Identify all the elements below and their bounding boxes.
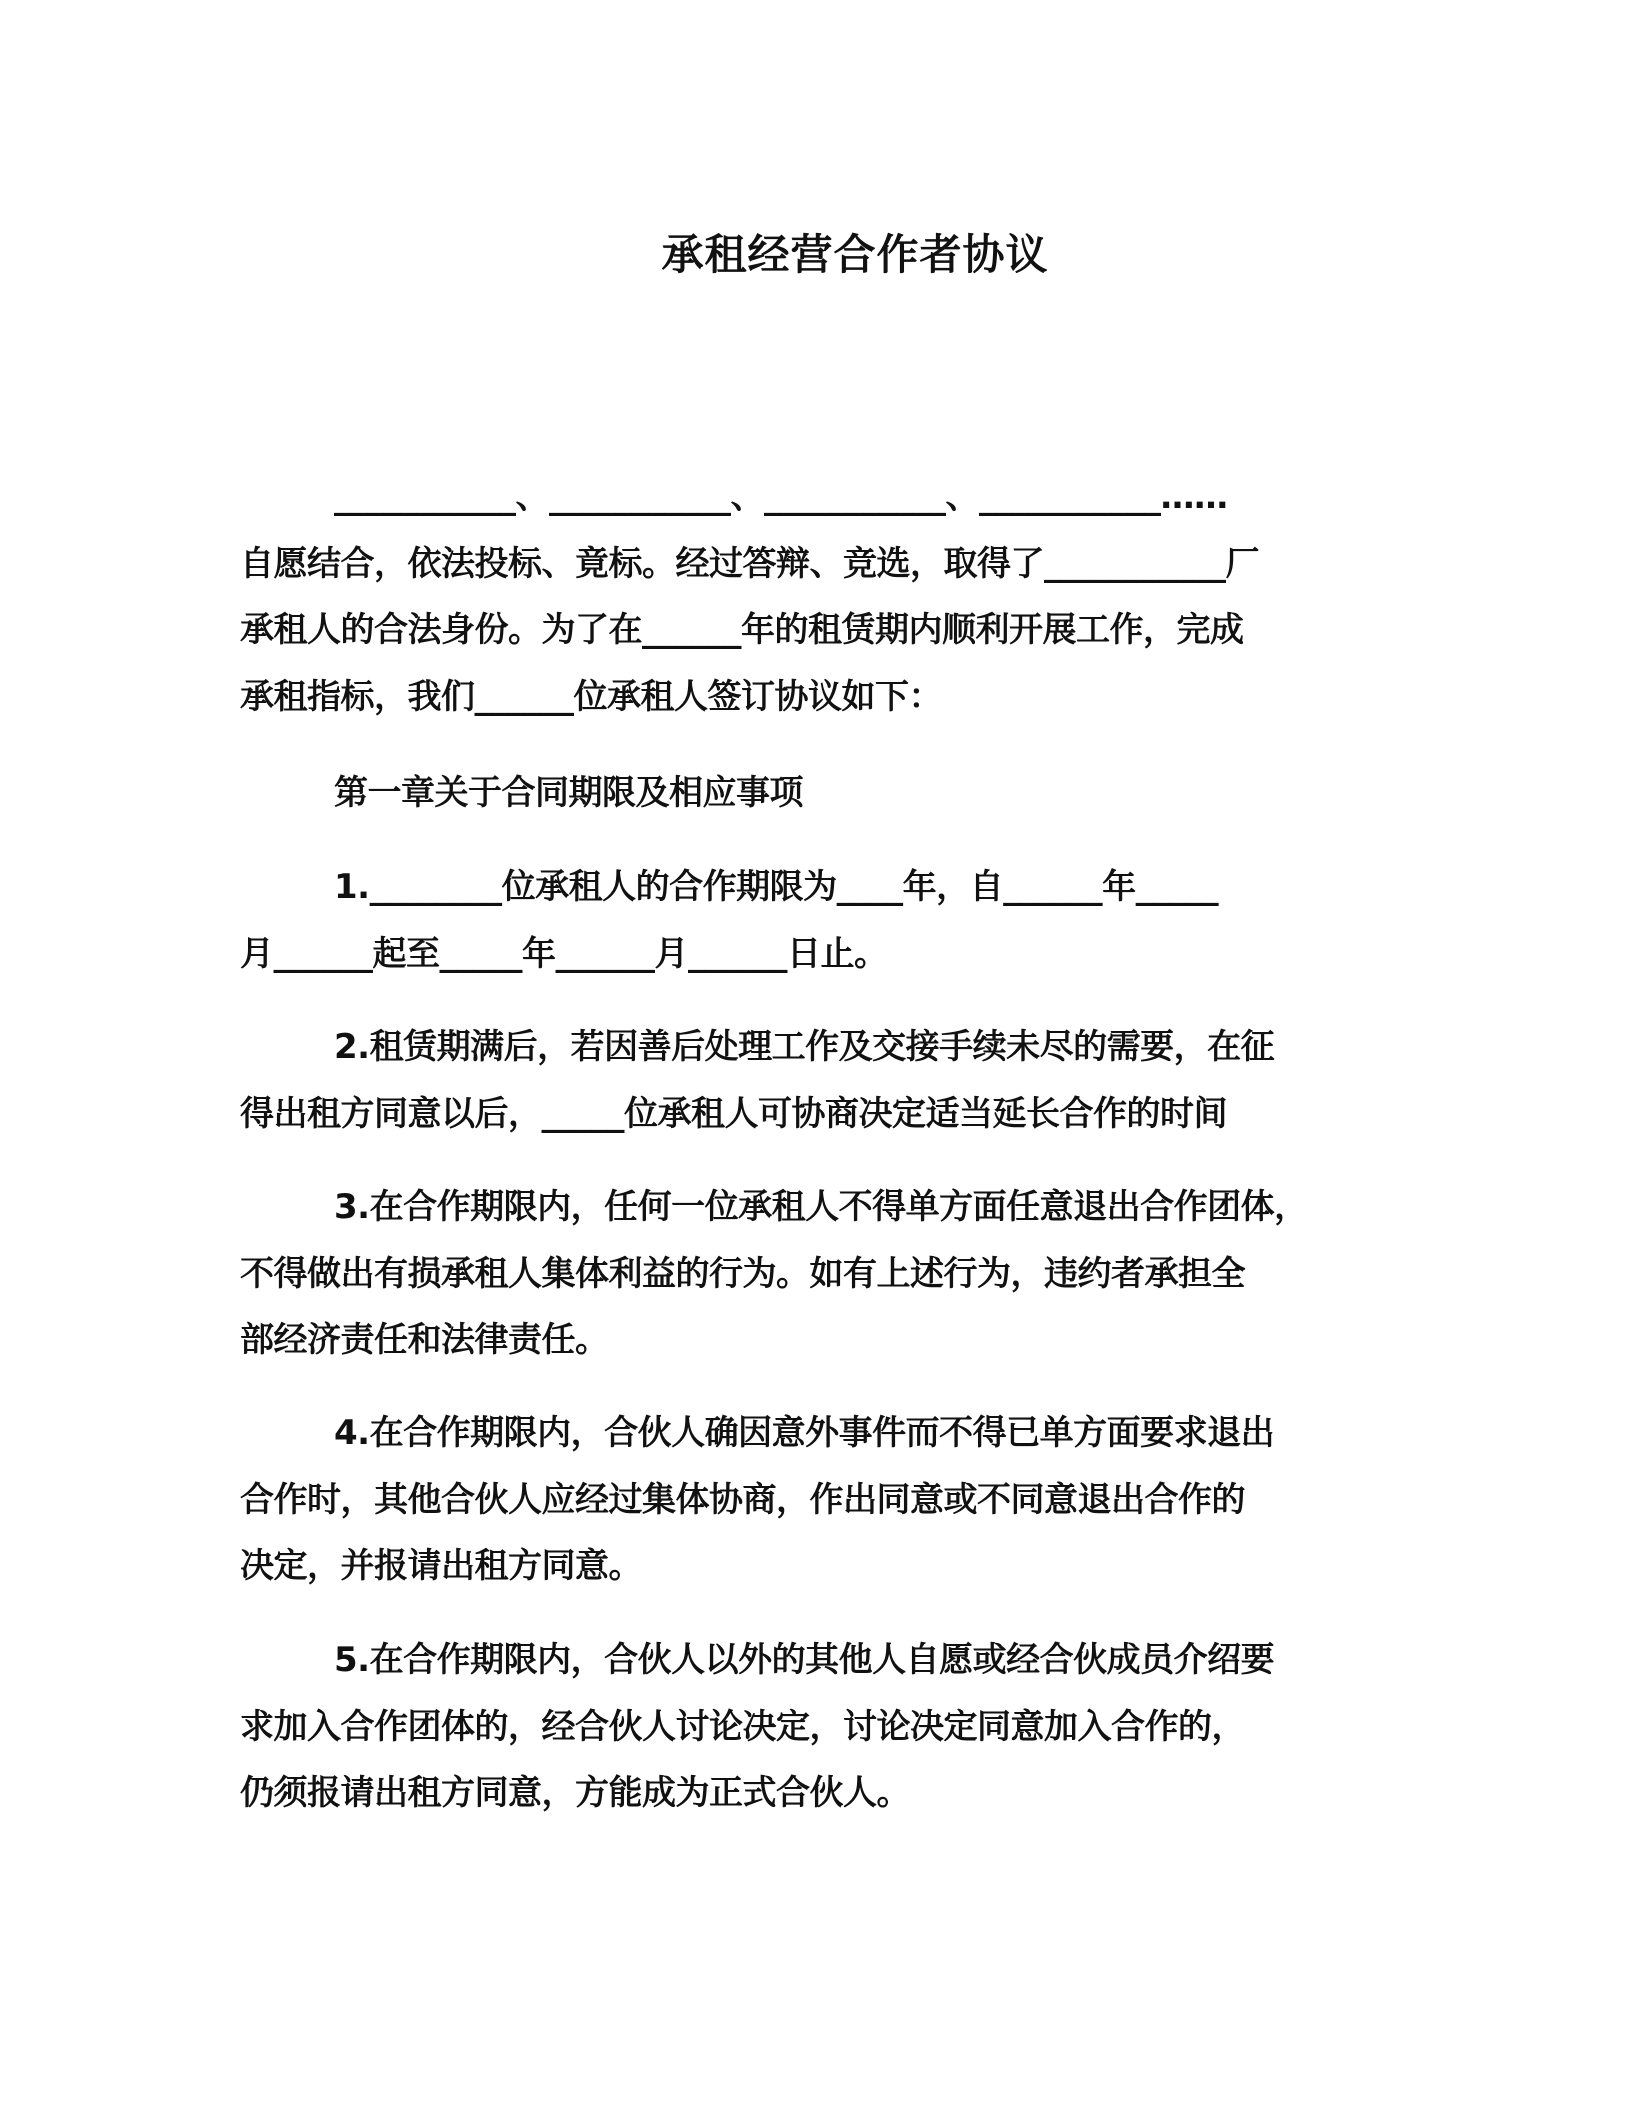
text-line: 不得做出有损承租人集体利益的行为。如有上述行为，违约者承担全: [240, 1253, 1245, 1294]
text-line: 求加入合作团体的，经合伙人讨论决定，讨论决定同意加入合作的，: [240, 1706, 1245, 1747]
text-line: 仍须报请出租方同意，方能成为正式合伙人。: [240, 1773, 910, 1814]
text-line: 4.在合作期限内，合伙人确因意外事件而不得已单方面要求退出: [334, 1413, 1275, 1453]
text-line: 1.________位承租人的合作期限为____年，自______年_____: [334, 867, 1219, 907]
clause-3: [240, 1174, 1400, 1374]
clause-4: [240, 1400, 1400, 1600]
text-line: 自愿结合，依法投标、竟标。经过答辩、竞选，取得了___________厂: [240, 543, 1259, 584]
clause-2: [240, 1014, 1400, 1147]
text-line: 月______起至_____年______月______日止。: [240, 933, 888, 974]
chapter-heading: [240, 760, 1400, 827]
document-title: 承租经营合作者协议: [661, 230, 1049, 279]
text-line: ___________、___________、___________、___________……: [334, 477, 1228, 517]
preamble-paragraph: [240, 464, 1400, 731]
text-line: 第一章关于合同期限及相应事项: [334, 773, 803, 813]
text-line: 2.租赁期满后，若因善后处理工作及交接手续未尽的需要，在征: [334, 1027, 1275, 1067]
text-line: 5.在合作期限内，合伙人以外的其他人自愿或经合伙成员介绍要: [334, 1640, 1275, 1680]
text-line: 部经济责任和法律责任。: [240, 1320, 609, 1361]
text-line: 决定，并报请出租方同意。: [240, 1546, 642, 1587]
clause-1: [240, 854, 1400, 987]
clause-5: [240, 1627, 1400, 1827]
text-line: 承租人的合法身份。为了在______年的租赁期内顺利开展工作，完成: [240, 610, 1244, 651]
text-line: 得出租方同意以后，_____位承租人可协商决定适当延长合作的时间: [240, 1093, 1227, 1134]
text-line: 3.在合作期限内，任何一位承租人不得单方面任意退出合作团体，: [334, 1187, 1308, 1227]
text-line: 承租指标，我们______位承租人签订协议如下：: [240, 677, 942, 718]
text-line: 合作时，其他合伙人应经过集体协商，作出同意或不同意退出合作的: [240, 1479, 1245, 1520]
